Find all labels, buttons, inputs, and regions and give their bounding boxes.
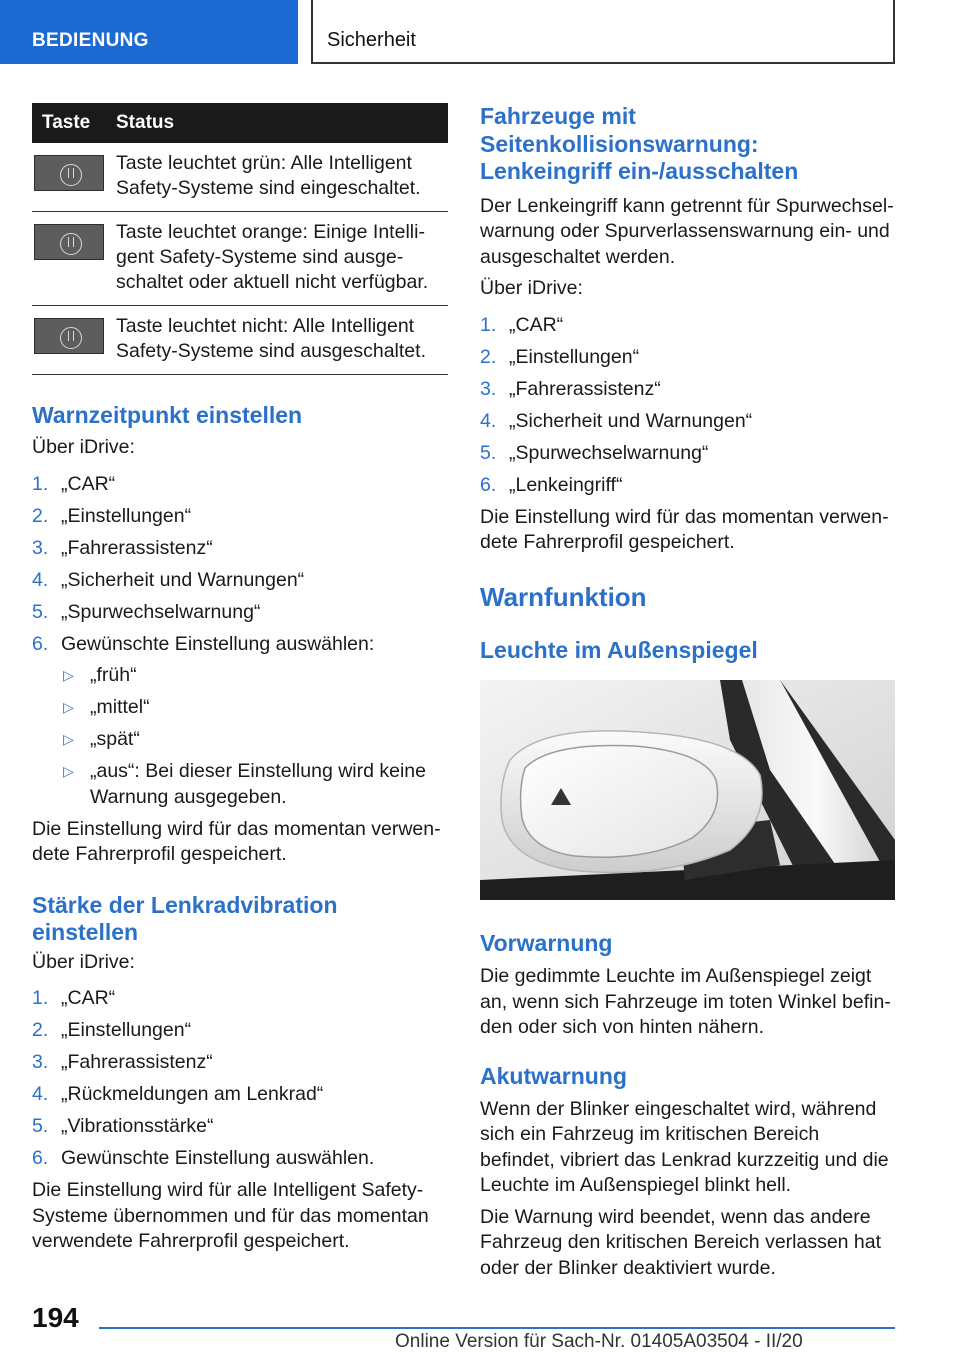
list-item: 1. „CAR“ — [480, 313, 564, 336]
warnzeit-intro: Über iDrive: — [32, 436, 135, 458]
vibration-intro: Über iDrive: — [32, 950, 135, 973]
list-item: 2. „Einstellungen“ — [32, 504, 192, 527]
lenkeingriff-outro: Die Einstellung wird für das momentan verwen-dete Fahrerprofil gespeichert. — [480, 505, 889, 553]
vibration-steps — [32, 986, 448, 1172]
section-title: BEDIENUNG — [32, 30, 149, 51]
heading-leuchte-aussenspiegel: Leuchte im Außenspiegel — [480, 636, 758, 663]
heading-lenkeingriff: Fahrzeuge mit Seitenkollisionswarnung: Lenkeingriff ein-/ausschalten — [480, 103, 799, 184]
heading-warnzeitpunkt: Warnzeitpunkt einstellen — [32, 402, 303, 428]
warnings-section — [480, 930, 896, 1281]
list-item: 6. Gewünschte Einstellung auswählen. — [32, 1147, 375, 1169]
intelligent-safety-button-icon — [34, 318, 104, 354]
heading-warnfunktion: Warnfunktion — [480, 581, 647, 612]
list-item: 4. „Rückmeldungen am Lenkrad“ — [32, 1083, 324, 1105]
heading-lenkradvibration: Stärke der Lenkradvibration einstellen — [32, 891, 338, 945]
side-mirror-illustration — [480, 680, 895, 900]
list-item: 6. Gewünschte Einstellung auswählen: ▷ „früh“ ▷ „mittel“ ▷ „spät“ ▷ „aus“: Bei dieser Einstellung wird keine Warnung ausgegeben. — [32, 632, 448, 811]
footer-text: Online Version für Sach-Nr. 01405A03504 - II/20 — [395, 1331, 803, 1352]
table-header-status: Status — [106, 103, 448, 143]
option-item: ▷ „spät“ — [61, 727, 448, 753]
footer-divider — [99, 1327, 895, 1329]
vorwarnung-text: Die gedimmte Leuchte im Außenspiegel zeigt an, wenn sich Fahrzeuge im toten Winkel befin-den oder sich von hinten nähern. — [480, 965, 891, 1038]
triangle-bullet-icon: ▷ — [63, 731, 74, 747]
akutwarnung-text-2: Die Warnung wird beendet, wenn das andere Fahrzeug den kritischen Bereich verlassen hat oder der Blinker deaktiviert wurde. — [480, 1205, 882, 1279]
option-item: ▷ „mittel“ — [61, 695, 448, 721]
section-tab — [0, 0, 298, 64]
chapter-title: Sicherheit — [327, 29, 416, 51]
left-column — [32, 103, 448, 1255]
warnzeit-options — [61, 663, 448, 810]
button-status-table — [32, 103, 448, 375]
table-cell-status: Taste leuchtet nicht: Alle Intelligent Safety-Systeme sind ausgeschaltet. — [106, 306, 448, 375]
list-item: 4. „Sicherheit und Warnungen“ — [480, 409, 753, 432]
lenkeingriff-intro: Über iDrive: — [480, 277, 583, 299]
list-item: 1. „CAR“ — [32, 472, 116, 495]
right-column — [480, 103, 896, 664]
page-number: 194 — [32, 1302, 79, 1333]
table-row — [32, 143, 448, 212]
warnzeit-steps — [32, 472, 448, 811]
list-item: 1. „CAR“ — [32, 987, 116, 1009]
intelligent-safety-button-icon — [34, 224, 104, 260]
heading-vorwarnung: Vorwarnung — [480, 930, 613, 956]
option-item: ▷ „früh“ — [61, 663, 448, 689]
list-item: 3. „Fahrerassistenz“ — [32, 536, 213, 559]
list-item: 3. „Fahrerassistenz“ — [480, 377, 661, 400]
warnzeit-outro: Die Einstellung wird für das momentan verwen-dete Fahrerprofil gespeichert. — [32, 817, 441, 865]
list-item: 6. „Lenkeingriff“ — [480, 473, 623, 496]
option-item: ▷ „aus“: Bei dieser Einstellung wird keine Warnung ausgegeben. — [63, 760, 426, 808]
side-mirror-icon — [480, 680, 895, 900]
list-item: 4. „Sicherheit und Warnungen“ — [32, 568, 305, 591]
table-row — [32, 306, 448, 375]
table-header-taste: Taste — [32, 103, 106, 143]
chapter-tab — [311, 0, 895, 64]
table-cell-status: Taste leuchtet orange: Einige Intelli-gent Safety-Systeme sind ausge-schaltet oder aktuell nicht verfügbar. — [106, 212, 448, 306]
table-header-row — [32, 103, 448, 143]
akutwarnung-text-1: Wenn der Blinker eingeschaltet wird, während sich ein Fahrzeug im kritischen Bereich befindet, vibriert das Lenkrad kurzzeitig und die Leuchte im Außenspiegel blinkt hell. — [480, 1097, 889, 1196]
lenkeingriff-steps — [480, 313, 896, 499]
list-item: 5. „Spurwechselwarnung“ — [32, 600, 261, 623]
list-item: 2. „Einstellungen“ — [480, 345, 640, 368]
table-cell-status: Taste leuchtet grün: Alle Intelligent Safety-Systeme sind eingeschaltet. — [106, 143, 448, 212]
intelligent-safety-button-icon — [34, 155, 104, 191]
list-item: 2. „Einstellungen“ — [32, 1019, 192, 1041]
table-row — [32, 212, 448, 306]
list-item: 5. „Spurwechselwarnung“ — [480, 441, 709, 464]
list-item: 5. „Vibrationsstärke“ — [32, 1115, 214, 1137]
list-item: 3. „Fahrerassistenz“ — [32, 1051, 213, 1073]
triangle-bullet-icon: ▷ — [63, 667, 74, 683]
lenkeingriff-text: Der Lenkeingriff kann getrennt für Spurwechsel-warnung oder Spurverlassenswarnung ein- und ausgeschaltet werden. — [480, 194, 894, 268]
heading-akutwarnung: Akutwarnung — [480, 1062, 627, 1089]
triangle-bullet-icon: ▷ — [63, 763, 74, 779]
vibration-outro: Die Einstellung wird für alle Intelligent Safety-Systeme übernommen und für das momentan verwendete Fahrerprofil gespeichert. — [32, 1179, 429, 1252]
triangle-bullet-icon: ▷ — [63, 699, 74, 715]
